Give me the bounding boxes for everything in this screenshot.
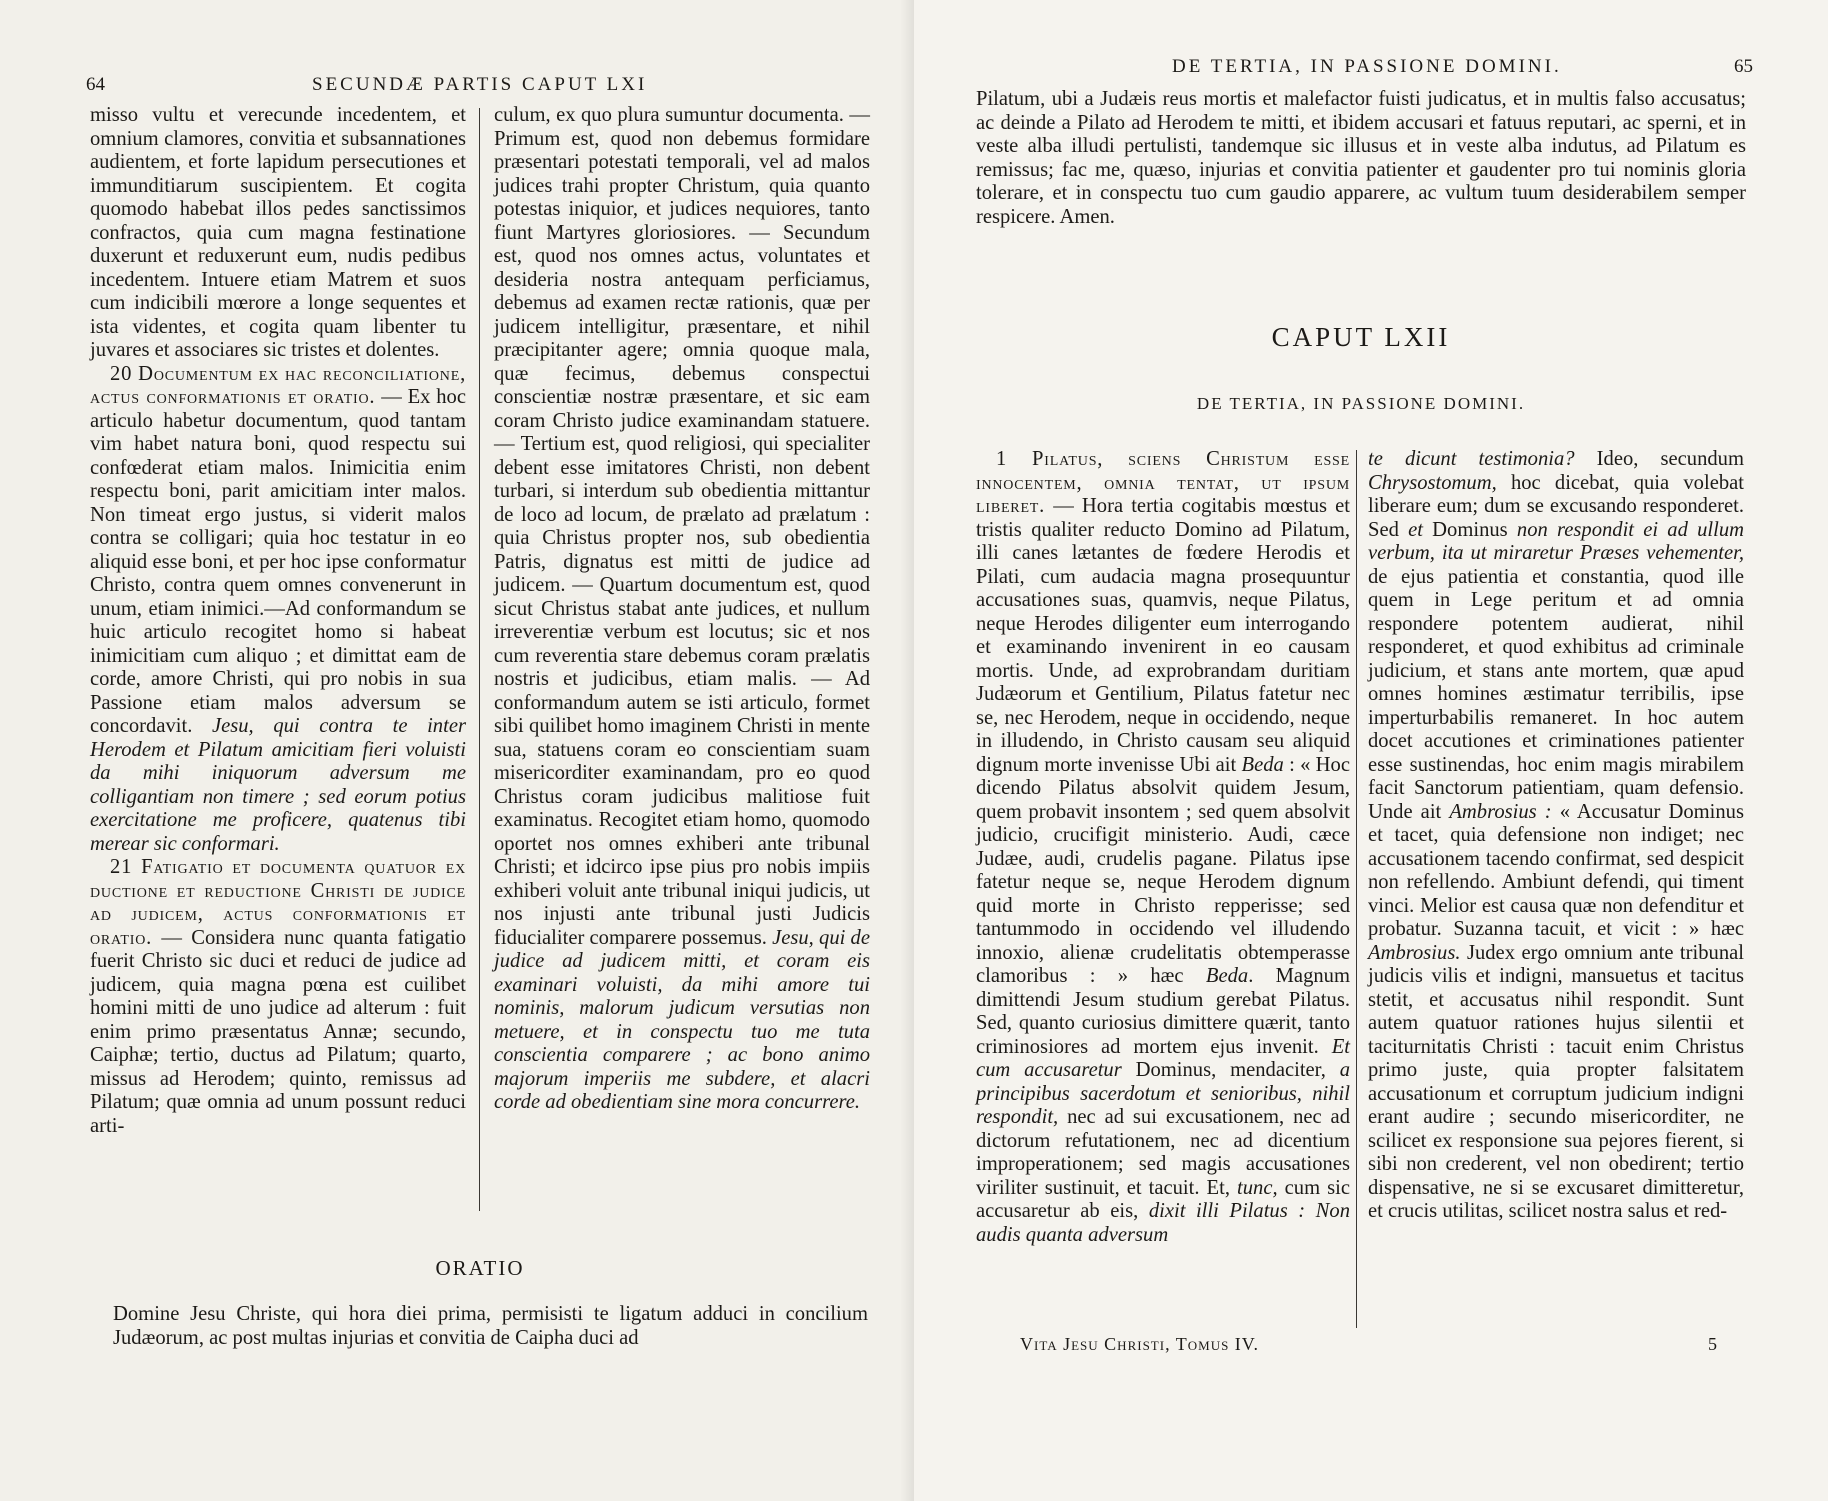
right-page (914, 0, 1828, 1501)
oratio-continuation: Pilatum, ubi a Judæis reus mortis et malefactor fuisti judicatus, et in multis falso accusatus; ac deinde a Pilato ad Herodem te mitti, et ibidem accusari et fatuus reputari, ac sperni, et in veste alba illudi pertulisti, tandemque sic illusus et in veste alba indutus, ad Pilatum es remissus; fac me, quæso, injurias et convitia patienter et gaudenter pro tui nominis gloria tolerare, et in conspectu tuo cum gaudio apparere, ac vultum tuum desiderabilem semper respicere. Amen. (976, 88, 1746, 228)
section-text: Dominus, mendaciter, (1135, 1059, 1326, 1081)
section-text: cum sic accusaretur ab eis, (976, 1176, 1351, 1222)
scripture-text: tunc, (1237, 1176, 1278, 1199)
right-column-1 (976, 448, 1350, 1247)
section-21 (90, 856, 466, 1138)
section-text: Dominus (1432, 518, 1508, 541)
oratio-paragraph: Domine Jesu Christe, qui hora diei prima, permisisti te ligatum adduci in concilium Judæorum, ac post multas injurias et convitia de Caipha duci ad (113, 1303, 868, 1349)
footer-title: Vita Jesu Christi, Tomus IV. (1020, 1334, 1259, 1354)
oratio-title: ORATIO (435, 1256, 525, 1280)
paragraph-continuation (1368, 448, 1744, 1224)
scripture-text: non respondit ei ad ullum verbum, ita ut miraretur Præses vehementer, (1368, 518, 1744, 564)
oratio-text (113, 1303, 868, 1350)
right-column-2 (1368, 448, 1744, 1224)
paragraph-continuation: misso vultu et verecunde incedentem, et omnium clamores, convitia et subsannationes audientem, et forte lapidum persecutiones et immunditiarum suscipientem. Et cogita quomodo habebat illos pedes sanctissimos confractos, quia cum magna festinatione duxerunt et reduxerunt eum, nudis pedibus incedentem. Intuere etiam Matrem et suos cum indicibili mœrore a longe sequentes et ista videntes, et cogita quam libenter tu juvares et associares sic tristes et dolentes. (90, 104, 466, 361)
section-text: — Ex hoc articulo habetur documentum, quod tantam vim habet natura boni, quod respectu sui confœderat etiam malos. Inimicitia enim respectu boni, parit amicitiam inter malos. Non timeat ergo justus, si viderit malos contra se colligari; quia hoc testatur in eo aliquid esse boni, et per hoc ipse conformatur Christo, contra quem omnes convenerunt in unum, etiam inimici.—Ad conformandum se huic articulo recogitet homo si habeat inimicitiam cum aliquo ; et dimittat eam de corde, amore Christi, qui pro nobis in sua Passione etiam malos adversum se concordavit. (90, 386, 466, 737)
left-running-head: SECUNDÆ PARTIS CAPUT LXI (312, 74, 648, 95)
section-lead: 20 Documentum ex hac reconciliatione, actus conformationis et oratio. (90, 362, 467, 408)
scripture-text: dixit illi Pilatus : Non audis quanta adversum (976, 1200, 1350, 1246)
paragraph-continuation (494, 104, 870, 1115)
section-text: hoc dicebat, quia volebat liberare eum; dum se excusando responderet. Sed (1368, 471, 1744, 541)
left-column-1 (90, 104, 466, 1138)
quote-text: : « Hoc dicendo Pilatus absolvit quidem Jesum, quem probavit insontem ; sed quem absolvit judicio, crucifigit ministerio. Audi, cæce Judæe, audi, crudelis pagane. Pilatus ipse fatetur neque se, neque Herodem dignum quid morte in Christo repperisse; sed tantummodo in occidendo vel illudendo innoxio, alienæ crudelitatis obtemperasse clamoribus : » hæc (976, 753, 1350, 987)
scripture-text: Et cum accusaretur (976, 1035, 1350, 1081)
section-1 (976, 448, 1350, 1247)
scripture-text: a principibus sacerdotum et senioribus, nihil respondit, (976, 1059, 1350, 1128)
author-name: Chrysostomum, (1368, 471, 1497, 494)
section-20 (90, 363, 466, 857)
col-text: culum, ex quo plura sumuntur documenta. — Primum est, quod non debemus formidare præsentari potestati temporali, vel ad malos judices trahi propter Christum, quia quanto potestas iniquior, et judices nequiores, tanto fiunt Martyres gloriosiores. — Secundum est, quod nos omnes actus, voluntates et desideria nostra antequam perficiamus, debemus ad examen rectæ rationis, quæ per judicem intelligitur, præsentare, et nihil præcipitanter agere; omnia quoque mala, quæ fecimus, debemus conspectui conscientiæ nostræ præsentare, et sic eam coram Christo judice examinandam statuere. — Tertium est, quod religiosi, qui specialiter debent esse imitatores Christi, non debent turbari, si interdum sub obedientia mittantur de loco ad locum, de prælato ad prælatum : quia Christus propter nos, sub obedientia Patris, dignatus est mitti de judice ad judicem. — Quartum documentum est, quod sicut Christus stabat ante judices, et nullum irreverentiæ verbum est locutus; sic et nos cum reverentia stare debemus coram prælatis nostris et judicibus, etiam malis. — Ad conformandum autem se isti articulo, formet sibi quilibet homo imaginem Christi in mente sua, statuens coram eo conscientiam suam misericorditer examinandam, pro eo quod Christus coram judicibus malitiose fuit examinatus. Recogitet etiam homo, quomodo oportet nos omnes exhiberi ante tribunal Christi; et idcirco ipse pius pro nobis impiis exhiberi voluit ante tribunal iniqui judicis, ut nos injusti ante tribunal justi Judicis fiducialiter comparere possemus. (494, 104, 870, 949)
section-text: — Considera nunc quanta fatigatio fuerit Christo sic duci et reduci de judice ad judicem, quia magna pœna est cuilibet homini mitti de uno judice ad alterum : fuit enim primo præsentatus Annæ; secundo, Caiphæ; tertio, ductus ad Pilatum; quarto, missus ad Herodem; quinto, remissus ad Pilatum; quæ omnia ad unum possunt reduci arti- (90, 926, 467, 1137)
scripture-text: te dicunt testimonia? (1368, 448, 1575, 470)
prayer-text: Jesu, qui de judice ad judicem mitti, et coram eis examinari voluisti, da mihi amore tui nominis, malorum judicum versutias non metuere, et in conspectu tuo me tuta conscientia comparere ; ac bono animo majorum imperiis me subdere, et alacri corde ad obedientiam sine mora concurrere. (494, 926, 870, 1113)
section-text: . Magnum dimittendi Jesum studium gerebat Pilatus. Sed, quanto curiosius dimittere quærit, tanto criminosiores ad mortem ejus invenit. (976, 965, 1350, 1058)
right-folio: 65 (1734, 56, 1753, 77)
column-divider (1356, 450, 1357, 1328)
column-divider (479, 108, 480, 1211)
right-running-head: DE TERTIA, IN PASSIONE DOMINI. (1172, 56, 1562, 77)
section-lead: 21 Fatigatio et documenta quatuor ex ductione et reductione Christi de judice ad judicem, actus conformationis et oratio. (90, 856, 466, 949)
section-text: nec ad sui excusationem, nec ad dictorum refutationem, nec ad dicentium improperationem; sed magis accusationes viriliter sustinuit, et tacuit. Et, (976, 1106, 1350, 1199)
author-name: Beda (1205, 965, 1249, 987)
section-text: Judex ergo omnium ante tribunal judicis vilis et indigni, mansuetus et tacitus stetit, et accusatus nihil respondit. Sunt autem quatuor rationes hujus silentii et taciturnitatis Christi : tacuit enim Christus primo juste, quia propter falsitatem accusationum et corruptum judicium indigni erant audire ; secundo misericorditer, ne scilicet ex responsione sua pejores fierent, si sibi non crederent, vel non obedirent; tertio dispensative, ne si se excusaret dimitteretur, et crucis utilitas, scilicet nostra salus et red- (1368, 941, 1744, 1222)
author-name: Ambrosius : (1449, 800, 1552, 823)
left-folio: 64 (86, 74, 105, 95)
chapter-subtitle: DE TERTIA, IN PASSIONE DOMINI. (1196, 394, 1526, 413)
chapter-title: CAPUT LXII (1271, 322, 1451, 352)
section-text: de ejus patientia et constantia, quod ille quem in Lege peritum et ad omnia respondere potentem audierat, nihil responderet, et quod exhibitus ad criminale judicium, et stans ante mortem, quæ apud omnes homines æstimatur terribilis, ipse imperturbabilis remaneret. In hoc autem docet accutiones et criminationes patienter esse sustinendas, hoc enim magis mirabilem facit Sanctorum patientiam, quam defensio. Unde ait (1368, 565, 1744, 823)
section-text: — Hora tertia cogitabis mœstus et tristis qualiter reducto Domino ad Pilatum, illi canes lætantes de fœdere Herodis et Pilati, cum audacia magna prosequuntur accusationes suas, quamvis, neque Pilatus, neque Herodes diligenter eum interrogando et examinando invenirent in eo causam mortis. Unde, ad exprobrandam duritiam Judæorum et Gentilium, Pilatus fatetur nec se, nec Herodem, neque in occidendo, neque in illudendo, in Christo causam seu aliquid dignum morte invenisse Ubi ait (976, 495, 1350, 776)
section-text: Ideo, secundum (1596, 448, 1744, 470)
author-name: Ambrosius. (1368, 941, 1461, 964)
right-top-text (976, 88, 1746, 229)
quote-text: « Accusatur Dominus et tacet, quia defensione non indiget; nec accusationem tacendo confirmat, sed despicit non refellendo. Ambiunt defendi, qui timent vinci. Melior est causa quæ non defenditur et probatur. Suzanna tacuit, et vicit : » hæc (1368, 800, 1744, 940)
author-name: Beda (1241, 753, 1284, 776)
footer-signature: 5 (1708, 1334, 1718, 1354)
prayer-text: Jesu, qui contra te inter Herodem et Pilatum amicitiam fieri voluisti da mihi iniquorum adversum me colligantiam non timere ; sed eorum potius exercitatione me proficere, quatenus tibi merear sic conformari. (90, 715, 466, 855)
scripture-text: et (1408, 518, 1423, 541)
section-lead: 1 Pilatus, sciens Christum esse innocentem, omnia tentat, ut ipsum liberet. (976, 448, 1350, 517)
left-column-2 (494, 104, 870, 1115)
